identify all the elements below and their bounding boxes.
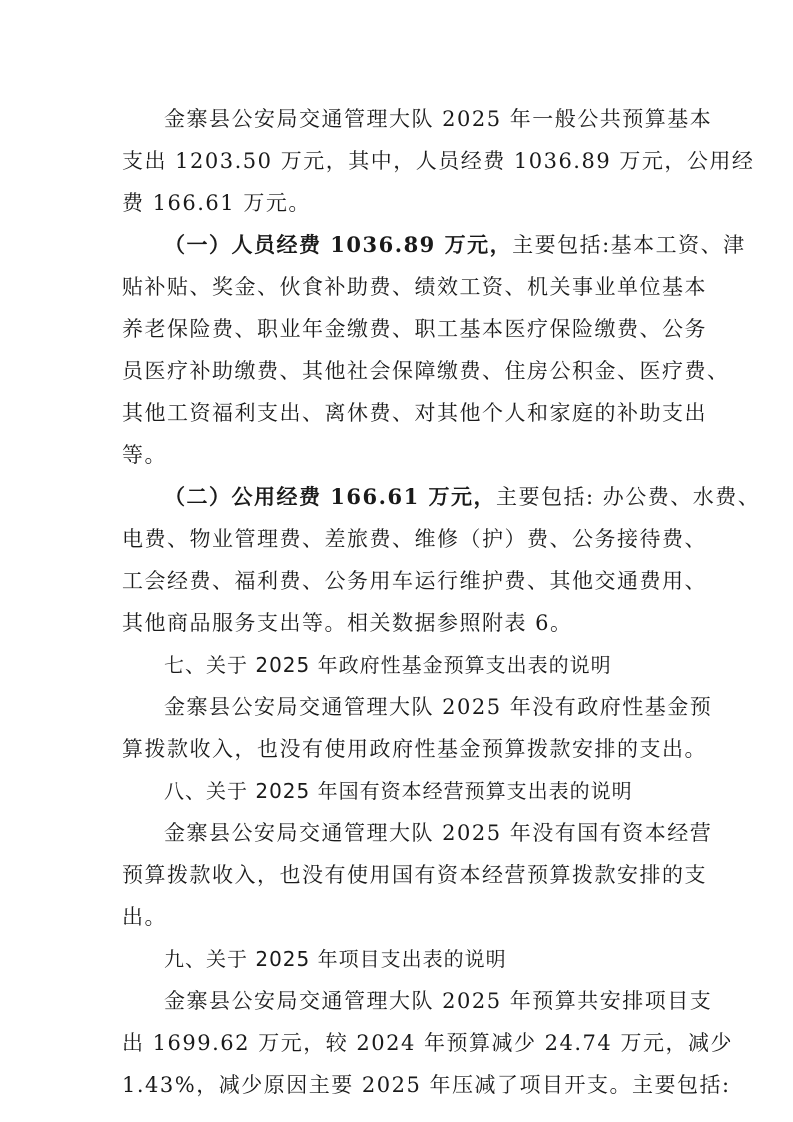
paragraph-3-line-1 [164,476,761,518]
paragraph-6-line-1: 金寨县公安局交通管理大队 2025 年预算共安排项目支 [164,989,713,1013]
section-8-heading: 八、关于 2025 年国有资本经营预算支出表的说明 [164,779,633,803]
public-expense-text: 主要包括: 办公费、水费、 [496,485,761,509]
paragraph-1-line-2: 支出 1203.50 万元，其中，人员经费 1036.89 万元，公用经 [122,149,755,173]
paragraph-3-line-3: 工会经费、福利费、公务用车运行维护费、其他交通费用、 [122,569,707,593]
paragraph-2-line-2: 贴补贴、奖金、伙食补助费、绩效工资、机关事业单位基本 [122,275,707,299]
paragraph-5-line-2: 预算拨款收入，也没有使用国有资本经营预算拨款安排的支 [122,863,707,887]
section-9-heading: 九、关于 2025 年项目支出表的说明 [164,947,507,971]
paragraph-6-line-2: 出 1699.62 万元，较 2024 年预算减少 24.74 万元，减少 [122,1031,733,1055]
paragraph-3-line-2: 电费、物业管理费、差旅费、维修（护）费、公务接待费、 [122,527,707,551]
personnel-expense-text: 主要包括:基本工资、津 [512,233,746,257]
paragraph-2-line-6: 等。 [122,443,167,467]
paragraph-5-line-3: 出。 [122,905,167,929]
paragraph-5-line-1: 金寨县公安局交通管理大队 2025 年没有国有资本经营 [164,821,713,845]
paragraph-1-line-3: 费 166.61 万元。 [122,191,311,215]
paragraph-2-line-1 [164,224,746,266]
public-expense-lead: （二）公用经费 166.61 万元， [164,484,496,509]
paragraph-2-line-5: 其他工资福利支出、离休费、对其他个人和家庭的补助支出 [122,401,707,425]
personnel-expense-lead: （一）人员经费 1036.89 万元， [164,232,513,257]
paragraph-6-line-3: 1.43%，减少原因主要 2025 年压减了项目开支。主要包括: [122,1073,731,1097]
paragraph-1-line-1: 金寨县公安局交通管理大队 2025 年一般公共预算基本 [164,107,713,131]
paragraph-4-line-1: 金寨县公安局交通管理大队 2025 年没有政府性基金预 [164,695,713,719]
section-7-heading: 七、关于 2025 年政府性基金预算支出表的说明 [164,653,612,677]
paragraph-3-line-4: 其他商品服务支出等。相关数据参照附表 6。 [122,611,573,635]
paragraph-2-line-4: 员医疗补助缴费、其他社会保障缴费、住房公积金、医疗费、 [122,359,730,383]
paragraph-4-line-2: 算拨款收入，也没有使用政府性基金预算拨款安排的支出。 [122,737,707,761]
paragraph-2-line-3: 养老保险费、职业年金缴费、职工基本医疗保险缴费、公务 [122,317,707,341]
